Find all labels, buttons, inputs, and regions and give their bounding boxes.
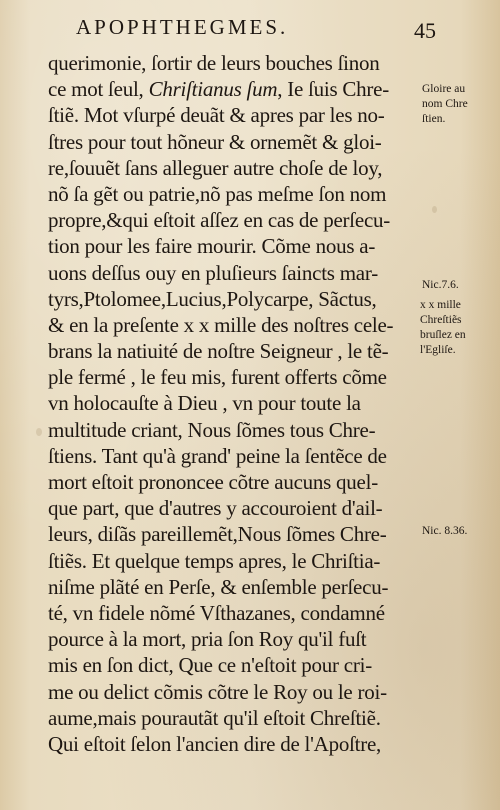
margin-note (422, 82, 500, 127)
text-line: querimonie, ſortir de leurs bouches ſinon (48, 51, 380, 75)
paper-stain (432, 206, 437, 213)
text-line: mis en ſon dict, Que ce n'eſtoit pour cri- (48, 653, 372, 678)
text-line: té, vn fidele nõmé Vſthazanes, condamné (48, 600, 385, 625)
text-line: multitude criant, Nous ſõmes tous Chre- (48, 417, 376, 442)
text-line: tion pour les faire mourir. Cõme nous a- (48, 234, 376, 259)
text-line: ce mot ſeul, Chriſtianus ſum, Ie ſuis Chre- (48, 77, 389, 102)
margin-note (422, 524, 500, 539)
paper-stain (36, 428, 42, 436)
text-line: ple fermé , le feu mis, furent offerts cõme (48, 365, 387, 390)
text-line: uons deſſus ouy en pluſieurs ſaincts mar- (48, 260, 378, 285)
margin-note-line: Chreſtiẽs (420, 314, 462, 326)
margin-note (420, 298, 500, 358)
text-line: niſme plãté en Perſe, & enſemble perſecu- (48, 574, 389, 599)
text-line: me ou delict cõmis cõtre le Roy ou le roi- (48, 679, 387, 704)
text-line: que part, que d'autres y accouroient d'ail- (48, 496, 383, 521)
margin-note-line: bruſlez en (420, 329, 466, 341)
text-line: re,ſouuẽt ſans alleguer autre choſe de loy, (48, 155, 383, 180)
margin-note-line: nom Chre (422, 98, 468, 110)
margin-note-line: Nic.7.6. (422, 279, 459, 291)
margin-note-line: Gloire au (422, 83, 466, 95)
text-line: propre,&qui eſtoit aſſez en cas de perſecu- (48, 208, 391, 233)
margin-note (422, 278, 500, 293)
text-line: & en la preſente x x mille des noſtres cele- (48, 312, 394, 337)
text-line: ſtiens. Tant qu'à grand' peine la ſentẽce de (48, 443, 387, 468)
text-line: vn holocauſte à Dieu , vn pour toute la (48, 391, 361, 416)
margin-note-line: Nic. 8.36. (422, 525, 468, 537)
text-line: nõ ſa gẽt ou patrie,nõ pas meſme ſon nom (48, 181, 387, 206)
text-line: Qui eſtoit ſelon l'ancien dire de l'Apoſtre, (48, 731, 382, 756)
text-line: aume,mais pourautãt qu'il eſtoit Chreſtiẽ. (48, 705, 381, 730)
main-text-block (48, 50, 420, 757)
text-line: leurs, diſãs pareillemẽt,Nous ſõmes Chre- (48, 522, 387, 547)
margin-note-line: ſtien. (422, 113, 446, 125)
margin-note-line: x x mille (420, 299, 461, 311)
text-line: ſtiẽs. Et quelque temps apres, le Chriſtia- (48, 548, 381, 573)
text-line: ſtres pour tout hõneur & ornemẽt & gloi- (48, 129, 382, 154)
page-number: 45 (414, 18, 436, 43)
text-line: brans la natiuité de noſtre Seigneur , le tẽ- (48, 339, 389, 364)
text-line: pource à la mort, pria ſon Roy qu'il fuſt (48, 627, 367, 652)
text-line: tyrs,Ptolomee,Lucius,Polycarpe, Sãctus, (48, 286, 377, 311)
text-line: mort eſtoit prononcee cõtre aucuns quel- (48, 470, 378, 494)
margin-note-line: l'Egliſe. (420, 344, 456, 356)
text-line: ſtiẽ. Mot vſurpé deuãt & apres par les no- (48, 103, 385, 128)
running-head: APOPHTHEGMES. (76, 15, 289, 39)
